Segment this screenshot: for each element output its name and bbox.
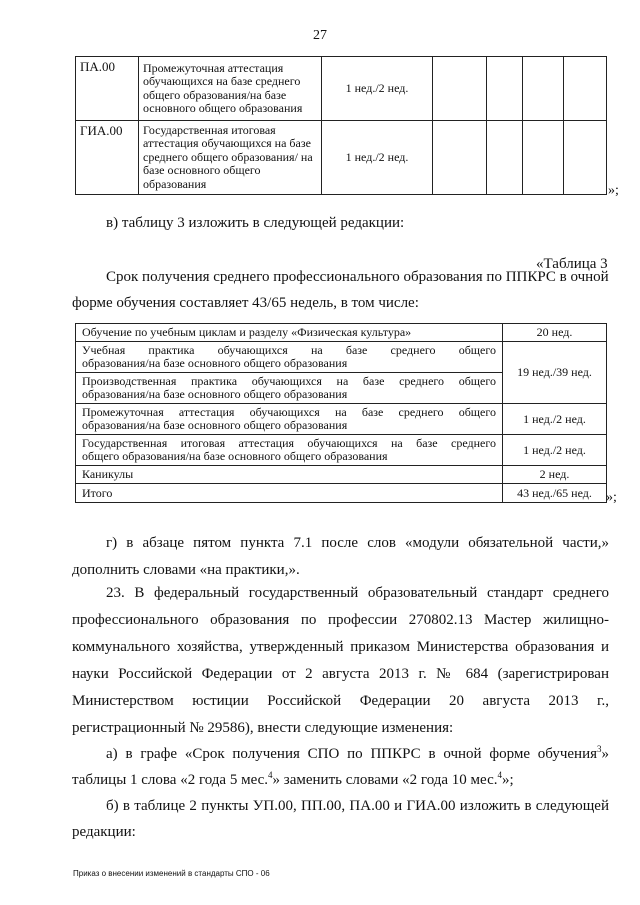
p23-line-1: 23. В федеральный государственный образовательный стандарт среднего — [106, 585, 609, 601]
table-cell-empty — [433, 121, 487, 195]
paragraph-b-line-2: редакции: — [72, 824, 136, 840]
paragraph-a-line-1 — [106, 745, 609, 763]
table-cell-empty — [564, 57, 607, 121]
table-row — [76, 466, 607, 484]
p23-line-5: Министерством юстиции Российской Федерации 20 августа 2013 г., — [72, 693, 609, 709]
table-cell-label — [76, 342, 503, 373]
table-cell-label: Каникулы — [76, 466, 503, 484]
table-row — [76, 404, 607, 435]
text-span: таблицы 1 слова «2 года 5 мес. — [72, 772, 269, 788]
label-line-1: Государственная итоговая аттестация обучающихся на базе среднего — [82, 436, 496, 450]
label-line-1: Промежуточная аттестация обучающихся на базе среднего общего — [82, 405, 496, 419]
table3-closing: »; — [606, 490, 617, 505]
table-cell-empty — [523, 57, 564, 121]
text-span: » — [601, 746, 609, 762]
table-row — [76, 121, 607, 195]
intro-line-2: форме обучения составляет 43/65 недель, в том числе: — [72, 295, 419, 311]
table-cell-label — [76, 404, 503, 435]
table-cell-label: Итого — [76, 484, 503, 503]
label-line-2: образования/на базе основного общего образования — [82, 356, 348, 370]
paragraph-v: в) таблицу 3 изложить в следующей редакции: — [106, 215, 405, 231]
table-cell-label — [76, 435, 503, 466]
table-cell-value: 43 нед./65 нед. — [503, 484, 607, 503]
table-cell-label — [76, 373, 503, 404]
table-cell-label: Обучение по учебным циклам и разделу «Физическая культура» — [76, 324, 503, 342]
footnote-ref: 4 — [497, 770, 502, 780]
footnote-ref: 3 — [597, 744, 602, 754]
table-row — [76, 435, 607, 466]
page-number: 27 — [313, 28, 327, 43]
table-row — [76, 484, 607, 503]
label-line-2: образования/на базе основного общего образования — [82, 387, 348, 401]
footer: Приказ о внесении изменений в стандарты СПО - 06 — [73, 869, 270, 878]
label-line-2: образования/на базе основного общего образования — [82, 418, 348, 432]
table-cell-empty — [487, 57, 523, 121]
paragraph-g-line-2: дополнить словами «на практики,». — [72, 562, 300, 578]
table-row — [76, 57, 607, 121]
table-cell-empty — [487, 121, 523, 195]
table-cell-value: 1 нед./2 нед. — [503, 404, 607, 435]
p23-line-4: науки Российской Федерации от 2 августа 2013 г. № 684 (зарегистрирован — [72, 666, 609, 682]
table-cell-duration: 1 нед./2 нед. — [322, 121, 433, 195]
intro-line-1: Срок получения среднего профессионального образования по ППКРС в очной — [106, 269, 609, 285]
table-cell-code: ГИА.00 — [76, 121, 139, 195]
p23-line-3: коммунального хозяйства, утвержденный приказом Министерства образования и — [72, 639, 609, 655]
table-cell-name: Государственная итоговая аттестация обучающихся на базе среднего общего образования/ на базе основного общего образования — [139, 121, 322, 195]
table-cell-name: Промежуточная аттестация обучающихся на базе среднего общего образования/на базе основного общего образования — [139, 57, 322, 121]
p23-line-2: профессионального образования по профессии 270802.13 Мастер жилищно- — [72, 612, 609, 628]
footnote-ref: 4 — [268, 770, 273, 780]
text-span: » заменить словами «2 года 10 мес. — [272, 772, 498, 788]
table-3 — [75, 323, 607, 503]
table3-label: «Таблица 3 — [536, 256, 608, 272]
table-row — [76, 324, 607, 342]
table-cell-empty — [433, 57, 487, 121]
table-cell-code: ПА.00 — [76, 57, 139, 121]
table-cell-value: 1 нед./2 нед. — [503, 435, 607, 466]
table-cell-value: 19 нед./39 нед. — [503, 342, 607, 404]
label-line-2: общего образования/на базе основного общего образования — [82, 449, 388, 463]
paragraph-b-line-1: б) в таблице 2 пункты УП.00, ПП.00, ПА.00 и ГИА.00 изложить в следующей — [106, 798, 609, 814]
label-line-1: Производственная практика обучающихся на базе среднего общего — [82, 374, 496, 388]
table-row — [76, 342, 607, 373]
paragraph-a-line-2 — [72, 771, 514, 789]
text-span: »; — [502, 772, 514, 788]
text-span: а) в графе «Срок получения СПО по ППКРС в очной форме обучения — [106, 746, 597, 762]
paragraph-g-line-1: г) в абзаце пятом пункта 7.1 после слов «модули обязательной части,» — [106, 535, 609, 551]
label-line-1: Учебная практика обучающихся на базе среднего общего — [82, 343, 496, 357]
top-table-closing: »; — [608, 183, 619, 198]
table-cell-value: 20 нед. — [503, 324, 607, 342]
p23-line-6: регистрационный № 29586), внести следующие изменения: — [72, 720, 454, 736]
top-table — [75, 56, 607, 195]
table-cell-empty — [523, 121, 564, 195]
table-cell-empty — [564, 121, 607, 195]
table-cell-duration: 1 нед./2 нед. — [322, 57, 433, 121]
table-cell-value: 2 нед. — [503, 466, 607, 484]
